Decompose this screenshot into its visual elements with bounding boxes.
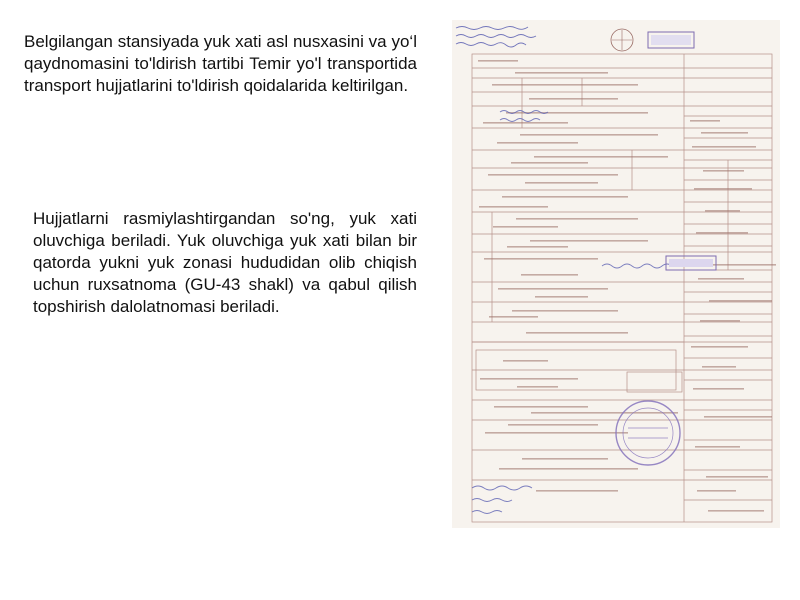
paragraph-document-issuance: Hujjatlarni rasmiylashtirgandan so'ng, yuk xati oluvchiga beriladi. Yuk oluvchiga yuk xati bilan bir qatorda yukni yuk zonasi hududidan olib chiqish uchun ruxsatnoma (GU-43 shakl) va qabul qilish topshirish dalolatnomasi beriladi. (33, 209, 417, 316)
paragraph-waybill-rules: Belgilangan stansiyada yuk xati asl nusxasini va yo‘l qaydnomasini to'ldirish tartibi Temir yo'l transportida transport hujjatlarini to'ldirish qoidalarida keltirilgan. (24, 32, 417, 95)
waybill-scan-image (452, 20, 780, 528)
header-emblem (611, 29, 633, 51)
